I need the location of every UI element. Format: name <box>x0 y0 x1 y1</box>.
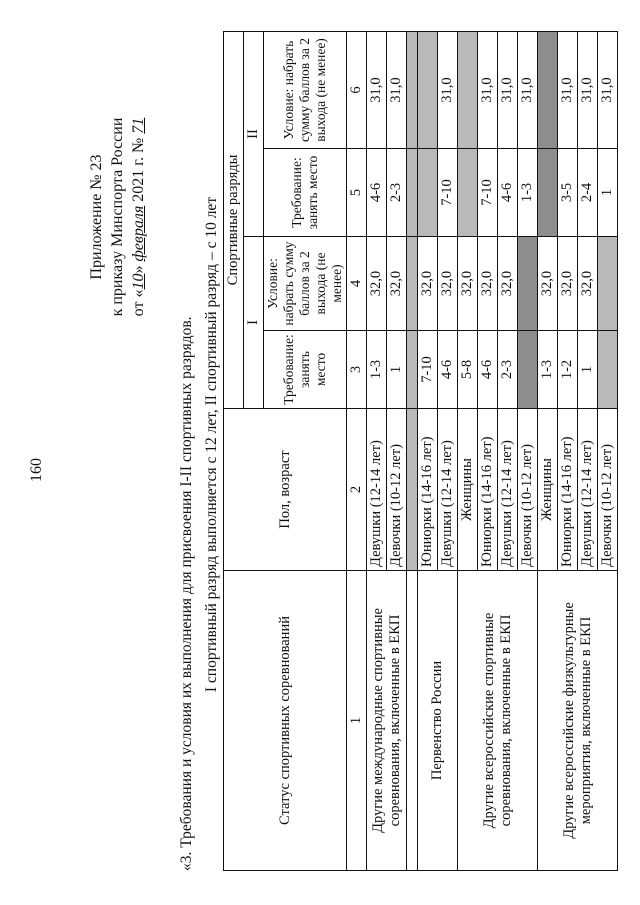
r2-points-cell: 31,0 <box>438 31 458 148</box>
header-r1-requirement: Требование: занять место <box>264 331 347 409</box>
r1-place-cell: 7-10 <box>418 331 438 409</box>
category-cell: Девушки (12-14 лет) <box>367 409 387 571</box>
r2-points-cell: 31,0 <box>387 31 407 148</box>
r1-place-cell: 5-8 <box>458 331 478 409</box>
r2-place-cell: 7-10 <box>438 149 458 237</box>
r1-points-cell: 32,0 <box>367 237 387 331</box>
r2-points-cell: 31,0 <box>498 31 518 148</box>
r1-place-cell: 1 <box>578 331 598 409</box>
r1-place-cell: 4-6 <box>438 331 458 409</box>
status-cell: Другие всероссийские спортивные соревнования, включенные в ЕКП <box>458 571 538 871</box>
r1-points-cell: 32,0 <box>538 237 558 331</box>
table-row <box>458 31 478 870</box>
spacer-cell <box>407 571 418 871</box>
status-cell: Первенство России <box>418 571 458 871</box>
category-cell: Девушки (12-14 лет) <box>438 409 458 571</box>
r2-place-cell: 4-6 <box>367 149 387 237</box>
r1-points-cell: 32,0 <box>387 237 407 331</box>
r2-place-cell: 4-6 <box>498 149 518 237</box>
r1-place-cell: 1-3 <box>538 331 558 409</box>
category-cell: Женщины <box>538 409 558 571</box>
r2-place-cell: 7-10 <box>478 149 498 237</box>
appendix-line3-prefix: от « <box>130 289 147 317</box>
r1-points-cell: 32,0 <box>418 237 438 331</box>
column-number-4: 4 <box>347 237 367 331</box>
r1-points-cell: 32,0 <box>438 237 458 331</box>
header-r1-condition: Условие: набрать сумму баллов за 2 выхода (не менее) <box>264 237 347 331</box>
rotated-document-page <box>28 32 623 877</box>
column-number-6: 6 <box>347 31 367 148</box>
r1-place-cell <box>518 331 538 409</box>
spacer-cell <box>407 237 418 331</box>
r2-place-cell: 2-3 <box>387 149 407 237</box>
r1-place-cell <box>598 331 618 409</box>
r1-points-cell <box>598 237 618 331</box>
r1-place-cell: 4-6 <box>478 331 498 409</box>
r2-points-cell <box>458 31 478 148</box>
appendix-day: 10 <box>130 273 147 290</box>
appendix-header <box>86 37 149 397</box>
header-r2-condition: Условие: набрать сумму баллов за 2 выхода (не менее) <box>264 31 347 148</box>
category-cell: Девочки (10-12 лет) <box>387 409 407 571</box>
r2-place-cell <box>538 149 558 237</box>
r1-place-cell: 1-2 <box>558 331 578 409</box>
r2-points-cell <box>538 31 558 148</box>
category-cell: Юниорки (14-16 лет) <box>418 409 438 571</box>
requirements-table <box>223 31 618 871</box>
header-ranks: Спортивные разряды <box>224 31 244 408</box>
appendix-line3 <box>128 37 149 397</box>
header-r2-requirement: Требование: занять место <box>264 149 347 237</box>
table-caption: I спортивный разряд выполняется с 12 лет, II спортивный разряд – с 10 лет <box>203 196 220 693</box>
r1-points-cell: 32,0 <box>458 237 478 331</box>
appendix-line1: Приложение № 23 <box>88 154 105 280</box>
r1-points-cell: 32,0 <box>498 237 518 331</box>
category-cell: Юниорки (14-16 лет) <box>558 409 578 571</box>
column-number-5: 5 <box>347 149 367 237</box>
appendix-number: 71 <box>130 117 147 134</box>
r2-points-cell: 31,0 <box>558 31 578 148</box>
r2-points-cell: 31,0 <box>578 31 598 148</box>
r1-place-cell: 1 <box>387 331 407 409</box>
r2-place-cell <box>458 149 478 237</box>
header-rank-1: I <box>244 237 264 409</box>
category-cell: Девушки (12-14 лет) <box>578 409 598 571</box>
r2-points-cell <box>418 31 438 148</box>
category-cell: Девочки (10-12 лет) <box>598 409 618 571</box>
r1-points-cell: 32,0 <box>578 237 598 331</box>
r1-place-cell: 2-3 <box>498 331 518 409</box>
table-row <box>367 31 387 870</box>
r2-place-cell: 3-5 <box>558 149 578 237</box>
r2-place-cell: 2-4 <box>578 149 598 237</box>
category-cell: Девочки (10-12 лет) <box>518 409 538 571</box>
column-number-2: 2 <box>347 409 367 571</box>
spacer-cell <box>407 31 418 148</box>
appendix-line2: к приказу Минспорта России <box>109 117 126 317</box>
category-cell: Женщины <box>458 409 478 571</box>
appendix-month: февраля <box>130 205 147 262</box>
spacer-cell <box>407 149 418 237</box>
r1-points-cell <box>518 237 538 331</box>
r1-points-cell: 32,0 <box>478 237 498 331</box>
column-number-1: 1 <box>347 571 367 871</box>
appendix-year: 2021 г. № <box>130 133 147 206</box>
table-row <box>538 31 558 870</box>
spacer-cell <box>407 409 418 571</box>
r2-place-cell: 1 <box>598 149 618 237</box>
r2-points-cell: 31,0 <box>518 31 538 148</box>
status-cell: Другие международные спортивные соревнования, включенные в ЕКП <box>367 571 407 871</box>
header-sex-age: Пол, возраст <box>224 409 347 571</box>
r2-place-cell: 1-3 <box>518 149 538 237</box>
r1-place-cell: 1-3 <box>367 331 387 409</box>
r2-points-cell: 31,0 <box>367 31 387 148</box>
r1-points-cell: 32,0 <box>558 237 578 331</box>
spacer-row <box>407 31 418 870</box>
r2-points-cell: 31,0 <box>478 31 498 148</box>
header-rank-2: II <box>244 31 264 236</box>
appendix-line3-mid: » <box>130 261 147 274</box>
r2-place-cell <box>418 149 438 237</box>
category-cell: Девушки (12-14 лет) <box>498 409 518 571</box>
column-number-3: 3 <box>347 331 367 409</box>
category-cell: Юниорки (14-16 лет) <box>478 409 498 571</box>
header-status: Статус спортивных соревнований <box>224 571 347 871</box>
status-cell: Другие всероссийские физкультурные мероприятия, включенные в ЕКП <box>538 571 618 871</box>
page-number: 160 <box>28 458 45 482</box>
spacer-cell <box>407 331 418 409</box>
section-title: «3. Требования и условия их выполнения для присвоения I-II спортивных разрядов. <box>178 316 195 871</box>
r2-points-cell: 31,0 <box>598 31 618 148</box>
table-row <box>418 31 438 870</box>
